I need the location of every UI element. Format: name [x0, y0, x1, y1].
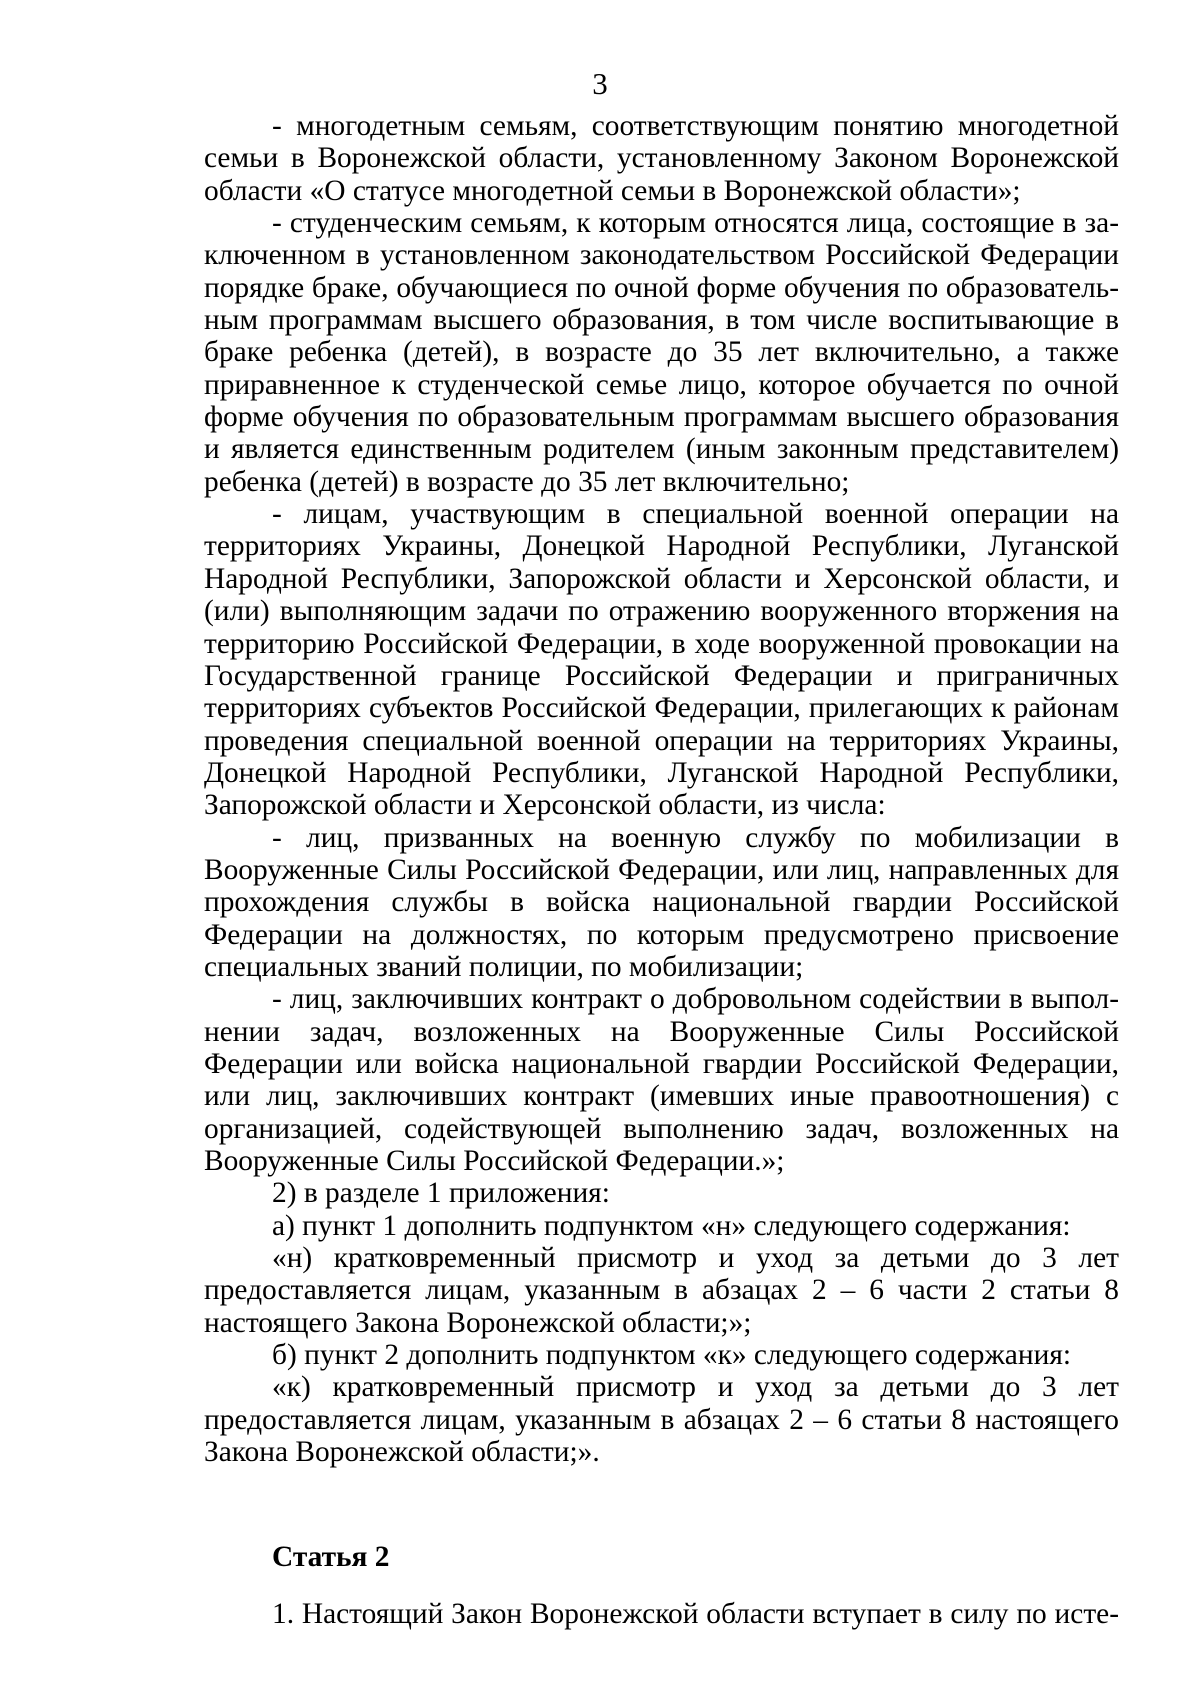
- paragraph: - многодетным семьям, соответствующим понятию многодетной семьи в Воронежской области, установленному Законом Воронежской области «О статусе многодетной семьи в Воронежской области»;: [204, 110, 1119, 207]
- paragraph: - студенческим семьям, к которым относятся лица, состоящие в заключенном в установленном законодательством Российской Федерации порядке браке, обучающиеся по очной форме обучения по образовательным программам высшего образования, в том числе воспитывающие в браке ребенка (детей), в возрасте до 35 лет включительно, а также приравненное к студенческой семье лицо, которое обучается по очной форме обучения по образовательным программам высшего образования и является единственным родителем (иным законным представителем) ребенка (детей) в возрасте до 35 лет включительно;: [204, 207, 1119, 498]
- paragraph: - лиц, призванных на военную службу по мобилизации в Вооруженные Силы Российской Федерации, или лиц, направленных для прохождения службы в войска национальной гвардии Российской Федерации на должностях, по которым предусмотрено присвоение специальных званий полиции, по мобилизации;: [204, 821, 1119, 983]
- paragraph: - лиц, заключивших контракт о добровольном содействии в выполнении задач, возложенных на Вооруженные Силы Российской Федерации или войска национальной гвардии Российской Федерации, или лиц, заключивших контракт (имевших иные правоотношения) с организацией, содействующей выполнению задач, возложенных на Вооруженные Силы Российской Федерации.»;: [204, 983, 1119, 1177]
- paragraph: б) пункт 2 дополнить подпунктом «к» следующего содержания:: [272, 1339, 1071, 1372]
- paragraph: «к) кратковременный присмотр и уход за детьми до 3 лет предоставляется лицам, указанным в абзацах 2 – 6 статьи 8 настоящего Закона Воронежской области;».: [204, 1371, 1119, 1469]
- paragraph: 2) в разделе 1 приложения:: [272, 1177, 610, 1210]
- page-number: 3: [592, 66, 608, 101]
- final-paragraph: 1. Настоящий Закон Воронежской области вступает в силу по исте-: [272, 1598, 1119, 1630]
- paragraph: «н) кратковременный присмотр и уход за детьми до 3 лет предоставляется лицам, указанным в абзацах 2 – 6 части 2 статьи 8 настоящего Закона Воронежской области;»;: [204, 1242, 1119, 1339]
- body-text: [204, 110, 1119, 1468]
- article-heading: Статья 2: [272, 1541, 390, 1573]
- paragraph: а) пункт 1 дополнить подпунктом «н» следующего содержания:: [272, 1209, 1071, 1242]
- paragraph: - лицам, участвующим в специальной военной операции на территориях Украины, Донецкой Народной Республики, Луганской Народной Республики, Запорожской области и Херсонской области, и (или) выполняющим задачи по отражению вооруженного вторжения на территорию Российской Федерации, в ходе вооруженной провокации на Государственной границе Российской Федерации и приграничных территориях субъектов Российской Федерации, прилегающих к районам проведения специальной военной операции на территориях Украины, Донецкой Народной Республики, Луганской Народной Республики, Запорожской области и Херсонской области, из числа:: [204, 498, 1119, 822]
